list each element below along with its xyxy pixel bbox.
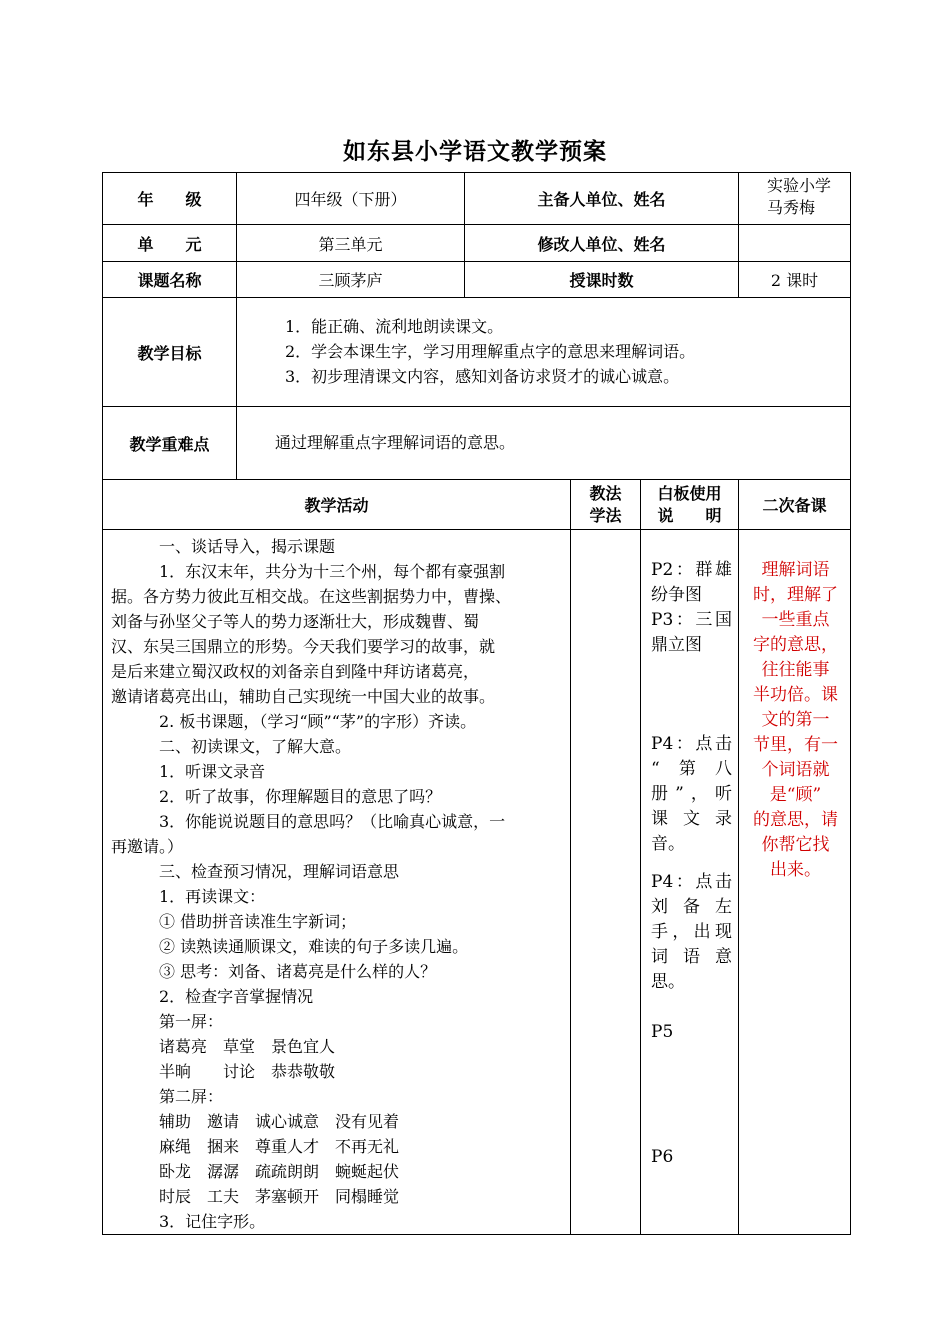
activity-header: 教学活动: [103, 480, 571, 530]
activity-line: 辅助 邀请 诚心诚意 没有见着: [111, 1112, 400, 1131]
goal-item: 1．能正确、流利地朗读课文。: [285, 317, 504, 336]
row-lesson: [103, 262, 851, 298]
row-goals: [103, 298, 851, 407]
activity-line: 3．你能说说题目的意思吗？（比喻真心诚意，一: [111, 812, 506, 831]
activity-line: 第一屏：: [111, 1012, 224, 1031]
board-note-p4-words: [651, 870, 732, 995]
activity-line: ② 读熟读通顺课文，难读的句子多读几遍。: [111, 937, 469, 956]
board-note-p4-audio: [651, 732, 732, 857]
second-prep-line: 字的意思，: [753, 635, 839, 655]
second-prep-line: 出来。: [770, 860, 822, 880]
reviser-value: [739, 225, 851, 262]
lesson-value: 三顾茅庐: [237, 262, 465, 298]
activity-line: 邀请诸葛亮出山，辅助自己实现统一中国大业的故事。: [111, 687, 496, 706]
activity-line: 刘备与孙坚父子等人的势力逐渐壮大，形成魏曹、蜀: [111, 612, 480, 631]
lesson-plan-table: [102, 172, 851, 1235]
activity-line: 二、初读课文，了解大意。: [111, 737, 352, 756]
method-header: [571, 480, 641, 530]
goal-item: 3．初步理清课文内容，感知刘备访求贤才的诚心诚意。: [285, 367, 680, 386]
activity-line: 麻绳 捆来 尊重人才 不再无礼: [111, 1137, 400, 1156]
second-prep-line: 往往能事: [761, 660, 830, 680]
activity-line: 半晌 讨论 恭恭敬敬: [111, 1062, 336, 1081]
method-header-line: 教法: [589, 483, 622, 503]
second-prep-line: 时，理解了: [753, 585, 839, 605]
second-prep-line: 理解词语: [761, 560, 830, 580]
activity-line: ① 借助拼音读准生字新词；: [111, 912, 357, 931]
note-line: “第八: [651, 759, 733, 779]
second-prep-line: 个词语就: [761, 760, 830, 780]
row-grade: [103, 173, 851, 225]
second-prep-content: [739, 530, 851, 1235]
key-points-label: 教学重难点: [103, 407, 237, 480]
board-header-line: 白板使用: [657, 483, 722, 503]
activity-line: 一、谈话导入，揭示课题: [111, 537, 336, 556]
preparer-school: 实验小学: [767, 176, 832, 195]
second-prep-line: 节里，有一: [753, 735, 839, 755]
note-line: 刘备左: [651, 897, 733, 917]
unit-label: 单 元: [103, 225, 237, 262]
second-prep-header: 二次备课: [739, 480, 851, 530]
second-prep-line: 的意思，请: [753, 810, 839, 830]
note-line: 课文录: [651, 809, 733, 829]
board-note-p5: P5: [651, 1022, 674, 1042]
activity-line: 再邀请。）: [111, 837, 184, 856]
second-prep-line: 文的第一: [761, 710, 830, 730]
note-line: 手，出现: [651, 922, 733, 942]
note-line: 册”，听: [651, 784, 733, 804]
note-line: 词语意: [651, 947, 733, 967]
row-column-headers: [103, 480, 851, 530]
note-line: P2：群雄: [651, 560, 733, 580]
activity-line: 3．记住字形。: [111, 1212, 266, 1231]
row-activity-body: [103, 530, 851, 1235]
activity-line: 据。各方势力彼此互相交战。在这些割据势力中，曹操、: [111, 587, 512, 606]
unit-value: 第三单元: [237, 225, 465, 262]
board-note-p2-p3: [651, 558, 732, 658]
activity-line: 2．检查字音掌握情况: [111, 987, 314, 1006]
goal-item: 2．学会本课生字，学习用理解重点字的意思来理解词语。: [285, 342, 696, 361]
activity-line: 1．再读课文：: [111, 887, 266, 906]
note-line: P4：点击: [651, 734, 733, 754]
activity-line: 1．东汉末年，共分为十三个州，每个都有豪强割: [111, 562, 506, 581]
grade-value: 四年级（下册）: [237, 173, 465, 225]
note-line: 纷争图: [651, 585, 702, 605]
key-points-text: 通过理解重点字理解词语的意思。: [237, 407, 851, 480]
preparer-label: 主备人单位、姓名: [465, 173, 739, 225]
activity-line: 三、检查预习情况，理解词语意思: [111, 862, 400, 881]
note-line: 思。: [651, 972, 685, 992]
activity-line: 诸葛亮 草堂 景色宜人: [111, 1037, 336, 1056]
row-unit: [103, 225, 851, 262]
page-title: 如东县小学语文教学预案: [343, 139, 607, 165]
board-header: [641, 480, 739, 530]
activity-line: 时辰 工夫 茅塞顿开 同榻睡觉: [111, 1187, 400, 1206]
activity-line: 2．听了故事，你理解题目的意思了吗？: [111, 787, 442, 806]
activity-line: 汉、东吴三国鼎立的形势。今天我们要学习的故事，就: [111, 637, 496, 656]
activity-line: 1．听课文录音: [111, 762, 266, 781]
board-note-p6: P6: [651, 1147, 674, 1167]
preparer-value: [739, 173, 851, 225]
row-key-points: [103, 407, 851, 480]
hours-value: 2 课时: [739, 262, 851, 298]
preparer-name: 马秀梅: [767, 198, 816, 217]
activity-line: 是后来建立蜀汉政权的刘备亲自到隆中拜访诸葛亮，: [111, 662, 480, 681]
hours-label: 授课时数: [465, 262, 739, 298]
reviser-label: 修改人单位、姓名: [465, 225, 739, 262]
board-header-line: 说 明: [657, 505, 722, 525]
second-prep-line: 一些重点: [761, 610, 830, 630]
board-notes: [641, 530, 739, 1235]
goals-label: 教学目标: [103, 298, 237, 407]
method-header-line: 学法: [589, 505, 622, 525]
second-prep-line: 你帮它找: [761, 835, 830, 855]
note-line: 音。: [651, 834, 685, 854]
activity-content: [103, 530, 571, 1235]
grade-label: 年 级: [103, 173, 237, 225]
second-prep-line: 半功倍。课: [753, 685, 839, 705]
goals-list: [237, 298, 851, 407]
second-prep-line: 是“顾”: [769, 785, 822, 805]
method-content: [571, 530, 641, 1235]
activity-line: 2. 板书课题，（学习“顾”“茅”的字形）齐读。: [111, 712, 477, 731]
note-line: P3：三国: [651, 610, 733, 630]
activity-line: 卧龙 潺潺 疏疏朗朗 蜿蜒起伏: [111, 1162, 400, 1181]
lesson-label: 课题名称: [103, 262, 237, 298]
activity-line: 第二屏：: [111, 1087, 224, 1106]
note-line: P4：点击: [651, 872, 733, 892]
note-line: 鼎立图: [651, 635, 702, 655]
activity-line: ③ 思考：刘备、诸葛亮是什么样的人？: [111, 962, 437, 981]
